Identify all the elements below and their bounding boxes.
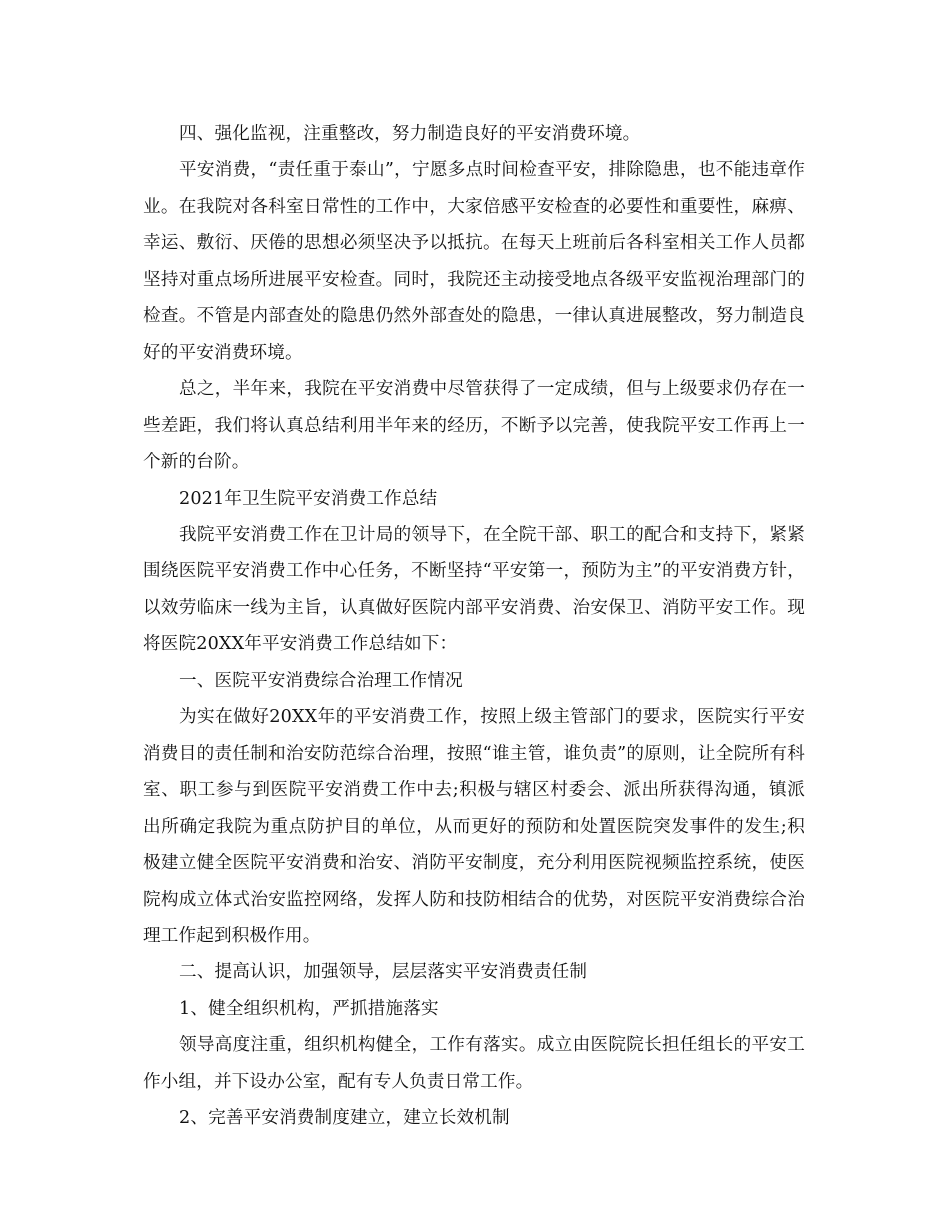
paragraph-safety-inspection: 平安消费，“责任重于泰山”，宁愿多点时间检查平安，排除隐患，也不能违章作业。在我院对各科室日常性的工作中，大家倍感平安检查的必要性和重要性，麻痹、幸运、敷衍、厌倦的思想必须坚决予以抵抗。在每天上班前后各科室相关工作人员都坚持对重点场所进展平安检查。同时，我院还主动接受地点各级平安监视治理部门的检查。不管是内部查处的隐患仍然外部查处的隐患，一律认真进展整改，努力制造良好的平安消费环境。 [143, 160, 805, 363]
section-heading-supervision: 四、强化监视，注重整改，努力制造良好的平安消费环境。 [179, 124, 641, 144]
paragraph-half-year-summary: 总之，半年来，我院在平安消费中尽管获得了一定成绩，但与上级要求仍存在一些差距，我们将认真总结利用半年来的经历，不断予以完善，使我院平安工作再上一个新的台阶。 [143, 379, 805, 473]
paragraph-introduction: 我院平安消费工作在卫计局的领导下，在全院干部、职工的配合和支持下，紧紧围绕医院平安消费工作中心任务，不断坚持“平安第一，预防为主”的平安消费方针，以效劳临床一线为主旨，认真做好医院内部平安消费、治安保卫、消防平安工作。现将医院20XX年平安消费工作总结如下： [143, 524, 805, 655]
subheading-organization: 1、健全组织机构，严抓措施落实 [179, 998, 439, 1019]
paragraph-governance-details: 为实在做好20XX年的平安消费工作，按照上级主管部门的要求，医院实行平安消费目的责任制和治安防范综合治理，按照“谁主管，谁负责”的原则，让全院所有科室、职工参与到医院平安消费工作中去;积极与辖区村委会、派出所获得沟通，镇派出所确定我院为重点防护目的单位，从而更好的预防和处置医院突发事件的发生;积极建立健全医院平安消费和治安、消防平安制度，充分利用医院视频监控系统，使医院构成立体式治安监控网络，发挥人防和技防相结合的优势，对医院平安消费综合治理工作起到积极作用。 [143, 707, 805, 946]
document-title-2021: 2021年卫生院平安消费工作总结 [179, 488, 438, 509]
paragraph-organization-details: 领导高度注重，组织机构健全，工作有落实。成立由医院院长担任组长的平安工作小组，并下设办公室，配有专人负责日常工作。 [143, 1035, 805, 1092]
section-heading-responsibility: 二、提高认识，加强领导，层层落实平安消费责任制 [179, 962, 588, 983]
document-body [143, 116, 805, 1137]
subheading-system-building: 2、完善平安消费制度建立，建立长效机制 [179, 1108, 510, 1129]
section-heading-comprehensive-governance: 一、医院平安消费综合治理工作情况 [179, 670, 463, 691]
